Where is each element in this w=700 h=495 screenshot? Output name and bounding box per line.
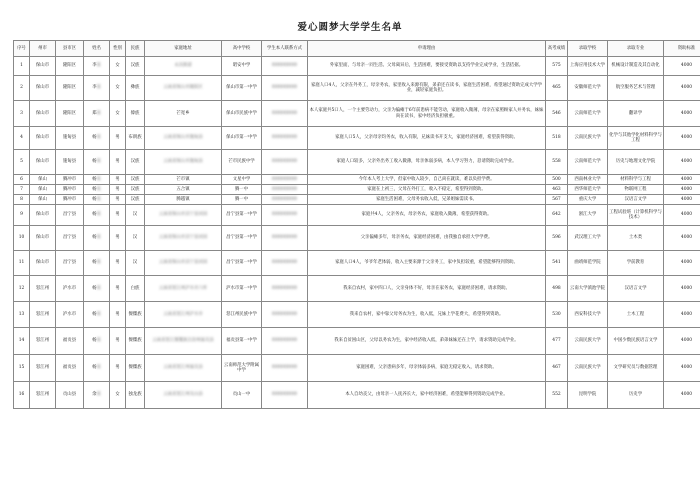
cell-city: 怒江州 — [30, 302, 56, 328]
cell-reason: 家庭人口4人，爷爷年老体弱，收入主要来源于父亲务工，家中负担较重，希望能够得到资助。 — [308, 251, 546, 276]
cell-name: 杨某 — [84, 127, 110, 150]
cell-amount: 4000 — [664, 101, 700, 127]
cell-major: 学前教育 — [608, 251, 664, 276]
cell-county: 昌宁县 — [56, 251, 84, 276]
cell-address: 云南省保山市施甸县 — [145, 150, 222, 175]
cell-gender: 男 — [110, 355, 126, 382]
cell-school: 昭安中学 — [222, 57, 262, 76]
cell-score: 500 — [546, 175, 568, 185]
cell-county: 施甸县 — [56, 127, 84, 150]
cell-name: 李某 — [84, 76, 110, 101]
column-header: 申请理由 — [308, 41, 546, 57]
cell-address: 云南省怒江州贡山县 — [145, 382, 222, 409]
cell-address: 五合镇 — [145, 185, 222, 195]
cell-no: 10 — [14, 226, 30, 251]
cell-major: 土木工程 — [608, 302, 664, 328]
table-row — [14, 382, 700, 409]
cell-school: 昌宁县第一中学 — [222, 226, 262, 251]
cell-college: 重庆大学 — [568, 195, 608, 205]
cell-amount: 4000 — [664, 57, 700, 76]
cell-college: 云南民族大学 — [568, 355, 608, 382]
table-row — [14, 150, 700, 175]
cell-ethnic: 汉族 — [126, 57, 145, 76]
cell-address: 云南省保山市昌宁县田园 — [145, 251, 222, 276]
table-row — [14, 205, 700, 226]
cell-contact: 000000000 — [262, 302, 308, 328]
column-header: 高考成绩 — [546, 41, 568, 57]
cell-score: 567 — [546, 195, 568, 205]
cell-school: 芒市民族中学 — [222, 150, 262, 175]
cell-major: 翻译学 — [608, 101, 664, 127]
column-header: 姓名 — [84, 41, 110, 57]
cell-no: 12 — [14, 276, 30, 302]
cell-school: 保山市第一中学 — [222, 127, 262, 150]
cell-ethnic: 汉族 — [126, 195, 145, 205]
cell-school: 腾一中 — [222, 185, 262, 195]
cell-gender: 男 — [110, 175, 126, 185]
cell-contact: 000000000 — [262, 328, 308, 355]
cell-ethnic: 汉 — [126, 251, 145, 276]
cell-county: 昌宁县 — [56, 205, 84, 226]
cell-score: 518 — [546, 127, 568, 150]
cell-ethnic: 汉族 — [126, 175, 145, 185]
cell-school: 保山市第一中学 — [222, 76, 262, 101]
cell-major: 历史与地理文化学院 — [608, 150, 664, 175]
cell-contact: 000000000 — [262, 185, 308, 195]
cell-amount: 4000 — [664, 251, 700, 276]
cell-major: 中国少数民族语言文学 — [608, 328, 664, 355]
table-row — [14, 57, 700, 76]
cell-score: 596 — [546, 226, 568, 251]
cell-contact: 000000000 — [262, 127, 308, 150]
cell-city: 怒江州 — [30, 355, 56, 382]
cell-no: 14 — [14, 328, 30, 355]
cell-score: 463 — [546, 185, 568, 195]
cell-city: 保山 — [30, 175, 56, 185]
cell-gender: 女 — [110, 101, 126, 127]
cell-college: 安徽师范大学 — [568, 76, 608, 101]
cell-no: 2 — [14, 76, 30, 101]
cell-college: 上海应用技术大学 — [568, 57, 608, 76]
cell-no: 9 — [14, 205, 30, 226]
cell-reason: 父亲偏瘫多年，母亲务农，家庭经济困难，由我独自承担大学学费。 — [308, 226, 546, 251]
cell-gender: 男 — [110, 185, 126, 195]
cell-city: 保山市 — [30, 127, 56, 150]
cell-amount: 4000 — [664, 382, 700, 409]
cell-major: 汉语言文学 — [608, 195, 664, 205]
cell-amount: 4000 — [664, 276, 700, 302]
cell-contact: 000000000 — [262, 382, 308, 409]
cell-reason: 本人家庭共5口人，一个主要劳动力，父亲为偏瘫于6年前患病不能劳动，家庭收入微薄，母亲在家照顾家人并务农，妹妹尚在读书，家中经济负担极重。 — [308, 101, 546, 127]
cell-score: 552 — [546, 382, 568, 409]
cell-contact: 000000000 — [262, 226, 308, 251]
table-row — [14, 127, 700, 150]
cell-ethnic: 汉 — [126, 226, 145, 251]
cell-city: 保山市 — [30, 150, 56, 175]
cell-no: 7 — [14, 185, 30, 195]
cell-contact: 000000000 — [262, 101, 308, 127]
column-header: 学生本人联系方式 — [262, 41, 308, 57]
cell-college: 云南师范大学 — [568, 150, 608, 175]
cell-amount: 4000 — [664, 328, 700, 355]
cell-contact: 000000000 — [262, 57, 308, 76]
cell-ethnic: 傈僳族 — [126, 302, 145, 328]
cell-school: 昌宁县第一中学 — [222, 251, 262, 276]
cell-reason: 家庭人口5人，父亲母亲均务农，收入有限，兄妹读书开支大，家庭经济困难，希望获得资助。 — [308, 127, 546, 150]
cell-college: 曲靖师范学院 — [568, 251, 608, 276]
cell-city: 怒江州 — [30, 328, 56, 355]
cell-major: 航空服务艺术与管理 — [608, 76, 664, 101]
cell-college: 武汉理工大学 — [568, 226, 608, 251]
cell-college: 云南师范大学 — [568, 101, 608, 127]
cell-address: 云南省怒江州泸水市六库 — [145, 276, 222, 302]
cell-address: 云南省怒江傈僳族自治州福贡县 — [145, 328, 222, 355]
cell-name: 杨某 — [84, 150, 110, 175]
cell-no: 3 — [14, 101, 30, 127]
cell-ethnic: 汉族 — [126, 185, 145, 195]
cell-reason: 家庭在上初三，父母在外打工，收入不稳定，希望得到资助。 — [308, 185, 546, 195]
table-row — [14, 76, 700, 101]
cell-gender: 女 — [110, 382, 126, 409]
cell-no: 5 — [14, 150, 30, 175]
cell-reason: 我来自农村，家中四口人，父亲身体不好，母亲在家务农，家庭经济困难，请求资助。 — [308, 276, 546, 302]
cell-amount: 4000 — [664, 127, 700, 150]
cell-reason: 我来自贫困山区，父母以务农为生，家中经济收入低，弟弟妹妹还在上学，请求资助完成学业。 — [308, 328, 546, 355]
cell-name: 杨某 — [84, 328, 110, 355]
cell-name: 杨某 — [84, 276, 110, 302]
cell-score: 558 — [546, 150, 568, 175]
cell-no: 1 — [14, 57, 30, 76]
column-header: 序号 — [14, 41, 30, 57]
cell-ethnic: 傈僳族 — [126, 355, 145, 382]
cell-name: 杨某 — [84, 355, 110, 382]
table-header-row — [14, 41, 700, 57]
cell-score: 467 — [546, 355, 568, 382]
cell-ethnic: 布朗族 — [126, 127, 145, 150]
cell-reason: 家庭人口较多，父亲外出务工收入微薄，母亲体弱多病，本人学习努力，恳请资助完成学业。 — [308, 150, 546, 175]
cell-major: 历史学 — [608, 382, 664, 409]
cell-county: 施甸县 — [56, 150, 84, 175]
cell-contact: 000000000 — [262, 175, 308, 185]
table-row — [14, 328, 700, 355]
cell-school: 保山市民族中学 — [222, 101, 262, 127]
cell-address: 永昌街道 — [145, 57, 222, 76]
student-roster-table — [13, 40, 700, 409]
cell-county: 贡山县 — [56, 382, 84, 409]
cell-name: 杨某 — [84, 302, 110, 328]
cell-school: 昌宁县第一中学 — [222, 205, 262, 226]
cell-gender: 男 — [110, 328, 126, 355]
cell-contact: 000000000 — [262, 251, 308, 276]
cell-address: 云南省保山市昌宁县田园 — [145, 205, 222, 226]
cell-amount: 4000 — [664, 205, 700, 226]
cell-no: 16 — [14, 382, 30, 409]
cell-county: 腾冲市 — [56, 195, 84, 205]
cell-school: 福贡县第一中学 — [222, 328, 262, 355]
cell-name: 郑某 — [84, 101, 110, 127]
table-row — [14, 195, 700, 205]
cell-amount: 4000 — [664, 355, 700, 382]
cell-major: 工程试验班（计算机科学与技术） — [608, 205, 664, 226]
cell-amount: 4000 — [664, 185, 700, 195]
cell-school: 贡山一中 — [222, 382, 262, 409]
cell-address: 芒宽乡 — [145, 101, 222, 127]
cell-reason: 我来自农村，家中靠父母务农为生，收入低，兄妹上学花费大，希望得到资助。 — [308, 302, 546, 328]
cell-contact: 000000000 — [262, 355, 308, 382]
cell-address: 云南省保山市隆阳区 — [145, 76, 222, 101]
cell-county: 腾冲市 — [56, 175, 84, 185]
cell-amount: 4000 — [664, 302, 700, 328]
table-row — [14, 251, 700, 276]
column-header: 录取学校 — [568, 41, 608, 57]
table-row — [14, 101, 700, 127]
cell-gender: 男 — [110, 276, 126, 302]
cell-reason: 外家里面，与母亲一同生活。父母离异后，生活困难，要接受资助以支持学业完成学业，生活拮据。 — [308, 57, 546, 76]
cell-city: 保山市 — [30, 101, 56, 127]
cell-reason: 家庭人口4人，父亲在外务工，母亲务农，家里收入来源有限，弟弟还在读书，家庭生活困难，希望通过资助完成大学学业，减轻家庭负担。 — [308, 76, 546, 101]
cell-school: 怒江州民族中学 — [222, 302, 262, 328]
cell-no: 15 — [14, 355, 30, 382]
cell-address: 云南省怒江州泸水市 — [145, 302, 222, 328]
cell-college: 云南民族大学 — [568, 328, 608, 355]
cell-city: 怒江州 — [30, 276, 56, 302]
cell-amount: 4000 — [664, 226, 700, 251]
page-title: 爱心圆梦大学学生名单 — [297, 22, 403, 33]
cell-score: 541 — [546, 251, 568, 276]
cell-no: 6 — [14, 175, 30, 185]
cell-city: 保山市 — [30, 57, 56, 76]
cell-college: 云南民族大学 — [568, 127, 608, 150]
cell-ethnic: 傣族 — [126, 101, 145, 127]
cell-major: 材料科学与工程 — [608, 175, 664, 185]
column-header: 高中学校 — [222, 41, 262, 57]
cell-name: 杨某 — [84, 185, 110, 195]
cell-college: 西安科技大学 — [568, 302, 608, 328]
cell-county: 泸水市 — [56, 276, 84, 302]
cell-school: 文星中学 — [222, 175, 262, 185]
cell-county: 隆阳区 — [56, 76, 84, 101]
cell-address: 云南省保山市施甸县 — [145, 127, 222, 150]
cell-score: 546 — [546, 101, 568, 127]
cell-gender: 女 — [110, 57, 126, 76]
cell-name: 杨某 — [84, 226, 110, 251]
cell-reason: 家庭共4人，父亲务农，母亲务农，家庭收入微薄，希望获得资助。 — [308, 205, 546, 226]
cell-city: 保山市 — [30, 226, 56, 251]
cell-college: 西华师范大学 — [568, 185, 608, 195]
cell-ethnic: 汉 — [126, 205, 145, 226]
cell-county: 腾冲市 — [56, 185, 84, 195]
cell-score: 575 — [546, 57, 568, 76]
cell-city: 怒江州 — [30, 382, 56, 409]
cell-contact: 000000000 — [262, 150, 308, 175]
cell-county: 昌宁县 — [56, 226, 84, 251]
cell-city: 保山 — [30, 185, 56, 195]
cell-gender: 男 — [110, 251, 126, 276]
column-header: 资助标准 — [664, 41, 700, 57]
table-row — [14, 226, 700, 251]
cell-amount: 4000 — [664, 76, 700, 101]
cell-city: 保山市 — [30, 251, 56, 276]
cell-gender: 男 — [110, 205, 126, 226]
cell-no: 13 — [14, 302, 30, 328]
cell-gender: 女 — [110, 76, 126, 101]
cell-score: 477 — [546, 328, 568, 355]
column-header: 州市 — [30, 41, 56, 57]
table-row — [14, 185, 700, 195]
column-header: 县市区 — [56, 41, 84, 57]
cell-name: 杨某 — [84, 175, 110, 185]
cell-school: 腾一中 — [222, 195, 262, 205]
cell-college: 云南大学滇池学院 — [568, 276, 608, 302]
cell-amount: 4000 — [664, 150, 700, 175]
cell-city: 保山市 — [30, 205, 56, 226]
table-row — [14, 355, 700, 382]
cell-school: 云南师范大学附属中学 — [222, 355, 262, 382]
cell-contact: 000000000 — [262, 276, 308, 302]
cell-major: 化学与其他学化材料科学与工程 — [608, 127, 664, 150]
cell-school: 泸水市第一中学 — [222, 276, 262, 302]
cell-major: 汉语言文学 — [608, 276, 664, 302]
cell-county: 福贡县 — [56, 328, 84, 355]
cell-score: 530 — [546, 302, 568, 328]
cell-ethnic: 独龙族 — [126, 382, 145, 409]
cell-college: 西南林业大学 — [568, 175, 608, 185]
cell-college: 昆明学院 — [568, 382, 608, 409]
cell-major: 机械设计制造及其自动化 — [608, 57, 664, 76]
cell-major: 物联网工程 — [608, 185, 664, 195]
cell-gender: 男 — [110, 302, 126, 328]
column-header: 民族 — [126, 41, 145, 57]
cell-name: 李某 — [84, 57, 110, 76]
cell-city: 保山市 — [30, 76, 56, 101]
cell-contact: 000000000 — [262, 195, 308, 205]
cell-score: 642 — [546, 205, 568, 226]
cell-college: 浙江大学 — [568, 205, 608, 226]
cell-county: 隆阳区 — [56, 57, 84, 76]
cell-county: 隆阳区 — [56, 101, 84, 127]
cell-score: 498 — [546, 276, 568, 302]
table-row — [14, 175, 700, 185]
cell-ethnic: 白族 — [126, 276, 145, 302]
cell-reason: 本人自幼丧父，由母亲一人抚养长大，家中经济困难，希望能够得到资助完成学业。 — [308, 382, 546, 409]
table-row — [14, 302, 700, 328]
cell-no: 8 — [14, 195, 30, 205]
cell-ethnic: 汉族 — [126, 150, 145, 175]
cell-name: 杨某 — [84, 251, 110, 276]
cell-county: 福贡县 — [56, 355, 84, 382]
cell-amount: 4000 — [664, 175, 700, 185]
cell-gender: 男 — [110, 195, 126, 205]
cell-contact: 000000000 — [262, 205, 308, 226]
cell-no: 11 — [14, 251, 30, 276]
cell-gender: 男 — [110, 127, 126, 150]
cell-name: 余某 — [84, 382, 110, 409]
cell-address: 芒市镇 — [145, 175, 222, 185]
cell-gender: 男 — [110, 226, 126, 251]
cell-contact: 000000000 — [262, 76, 308, 101]
column-header: 性别 — [110, 41, 126, 57]
cell-address: 云南省怒江州福贡县 — [145, 355, 222, 382]
column-header: 家庭地址 — [145, 41, 222, 57]
cell-address: 云南省保山市昌宁县田园 — [145, 226, 222, 251]
cell-major: 文学研究员与数据管理 — [608, 355, 664, 382]
column-header: 录取专业 — [608, 41, 664, 57]
cell-reason: 家庭生活困难，父母务农收入低，兄弟姐妹需读书。 — [308, 195, 546, 205]
cell-ethnic: 彝族 — [126, 76, 145, 101]
table-body — [14, 57, 700, 409]
cell-major: 土木类 — [608, 226, 664, 251]
cell-amount: 4000 — [664, 195, 700, 205]
cell-reason: 今年本人考上大学，但家中收入较少，自己尚在就读，难以负担学费。 — [308, 175, 546, 185]
cell-gender: 男 — [110, 150, 126, 175]
cell-name: 杨某 — [84, 205, 110, 226]
cell-city: 保山 — [30, 195, 56, 205]
cell-ethnic: 傈僳族 — [126, 328, 145, 355]
cell-address: 腾越镇 — [145, 195, 222, 205]
cell-no: 4 — [14, 127, 30, 150]
cell-county: 泸水市 — [56, 302, 84, 328]
table-row — [14, 276, 700, 302]
cell-reason: 家庭困难，父亲患病多年，母亲体弱多病，家庭无稳定收入，请求资助。 — [308, 355, 546, 382]
cell-score: 465 — [546, 76, 568, 101]
cell-name: 杨某 — [84, 195, 110, 205]
